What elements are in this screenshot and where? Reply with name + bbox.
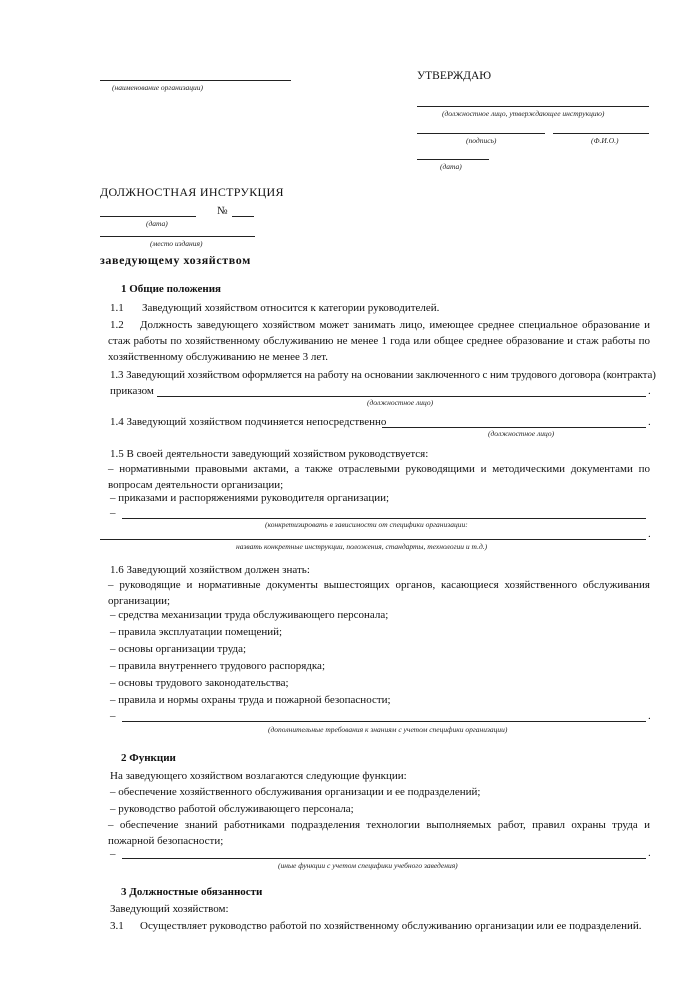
s2-caption: (иные функции с учетом специфики учебного заведения) [278, 861, 458, 870]
signature-line [417, 133, 545, 134]
p1-3-blank [157, 396, 646, 397]
p3-1-text: Осуществляет руководство работой по хозяйственному обслуживанию организации или ее подразделений. [140, 920, 642, 932]
doc-number-line [232, 216, 254, 217]
official-line [417, 106, 649, 107]
section3-heading: 3 Должностные обязанности [121, 886, 263, 898]
fio-caption: (Ф.И.О.) [591, 136, 619, 145]
p1-1-text: Заведующий хозяйством относится к категории руководителей. [142, 302, 440, 314]
p1-6-item: – основы организации труда; [110, 643, 247, 655]
p1-6-item: – правила внутреннего трудового распорядка; [110, 660, 325, 672]
approve-date-caption: (дата) [440, 162, 462, 171]
s3-intro: Заведующий хозяйством: [110, 903, 229, 915]
approve-title: УТВЕРЖДАЮ [417, 70, 492, 82]
p1-1-number: 1.1 [110, 302, 124, 314]
section1-heading: 1 Общие положения [121, 283, 221, 295]
p1-3-period: . [648, 385, 651, 397]
s2-dash: – [110, 848, 116, 860]
p1-6-intro: 1.6 Заведующий хозяйством должен знать: [110, 564, 310, 576]
p3-1-number: 3.1 [110, 920, 124, 932]
signature-caption: (подпись) [466, 136, 497, 145]
s2-period: . [648, 847, 651, 859]
p1-6-item: – правила эксплуатации помещений; [110, 626, 283, 638]
doc-date-caption: (дата) [146, 219, 168, 228]
p1-6-dash: – [110, 710, 116, 722]
s2-blank [122, 858, 646, 859]
p1-4-period: . [648, 416, 651, 428]
p1-4-text: 1.4 Заведующий хозяйством подчиняется непосредственно [110, 416, 387, 428]
p1-5-blank1 [122, 518, 646, 519]
s2-item: – обеспечение знаний работниками подразделения технологии выполняемых работ, правил охраны труда и пожарной безопасности; [108, 819, 650, 847]
approve-date-line [417, 159, 489, 160]
p1-5-intro: 1.5 В своей деятельности заведующий хозяйством руководствуется: [110, 448, 429, 460]
doc-title: ДОЛЖНОСТНАЯ ИНСТРУКЦИЯ [100, 185, 284, 199]
official-caption: (должностное лицо, утверждающее инструкцию) [442, 109, 605, 118]
doc-place-caption: (место издания) [150, 239, 203, 248]
p1-6-item: – правила и нормы охраны труда и пожарной безопасности; [110, 694, 391, 706]
p1-5-item1: – нормативными правовыми актами, а также отраслевыми руководящими и методическими документами по вопросам деятельности организации; [108, 463, 650, 491]
doc-number-label: № [217, 205, 228, 217]
fio-line [553, 133, 649, 134]
p1-4-blank [382, 427, 646, 428]
p1-5-blank2 [100, 539, 646, 540]
s2-item: – руководство работой обслуживающего персонала; [110, 803, 354, 815]
p1-6-item: – средства механизации труда обслуживающего персонала; [110, 609, 389, 621]
p1-4-caption: (должностное лицо) [488, 429, 555, 438]
doc-subtitle: заведующему хозяйством [100, 253, 251, 267]
p1-6-item: – руководящие и нормативные документы вышестоящих органов, касающиеся хозяйственного обслуживания организации; [108, 579, 650, 607]
section2-heading: 2 Функции [121, 752, 176, 764]
p1-3-line1: 1.3 Заведующий хозяйством оформляется на работу на основании заключенного с ним трудового договора (контракта) [110, 369, 656, 381]
p1-3-line2: приказом [110, 385, 154, 397]
p1-5-item2: – приказами и распоряжениями руководителя организации; [110, 492, 390, 504]
doc-place-line [100, 236, 255, 237]
p1-2-number-visible: 1.2 [110, 319, 124, 331]
org-name-line [100, 80, 291, 81]
doc-date-line [100, 216, 196, 217]
p1-3-caption: (должностное лицо) [367, 398, 434, 407]
p1-5-dash: – [110, 507, 116, 519]
p1-5-period: . [648, 528, 651, 540]
p1-5-caption1: (конкретизировать в зависимости от специфики организации: [265, 520, 468, 529]
p1-5-caption2: назвать конкретные инструкции, положения, стандарты, технологии и т.д.) [236, 542, 488, 551]
p1-6-blank [122, 721, 646, 722]
p1-6-caption: (дополнительные требования к знаниям с учетом специфики организации) [268, 725, 508, 734]
p1-2-text: Должность заведующего хозяйством может занимать лицо, имеющее среднее специальное образование и стаж работы по хозяйственному обслуживанию не менее 1 года или общее среднее образование и стаж работы по хозяйственному обслуживанию не менее 3 лет. [108, 319, 650, 363]
p1-6-period: . [648, 710, 651, 722]
org-name-caption: (наименование организации) [112, 83, 204, 92]
p1-6-item: – основы трудового законодательства; [110, 677, 289, 689]
s2-item: – обеспечение хозяйственного обслуживания организации и ее подразделений; [110, 786, 481, 798]
s2-intro: На заведующего хозяйством возлагаются следующие функции: [110, 770, 407, 782]
